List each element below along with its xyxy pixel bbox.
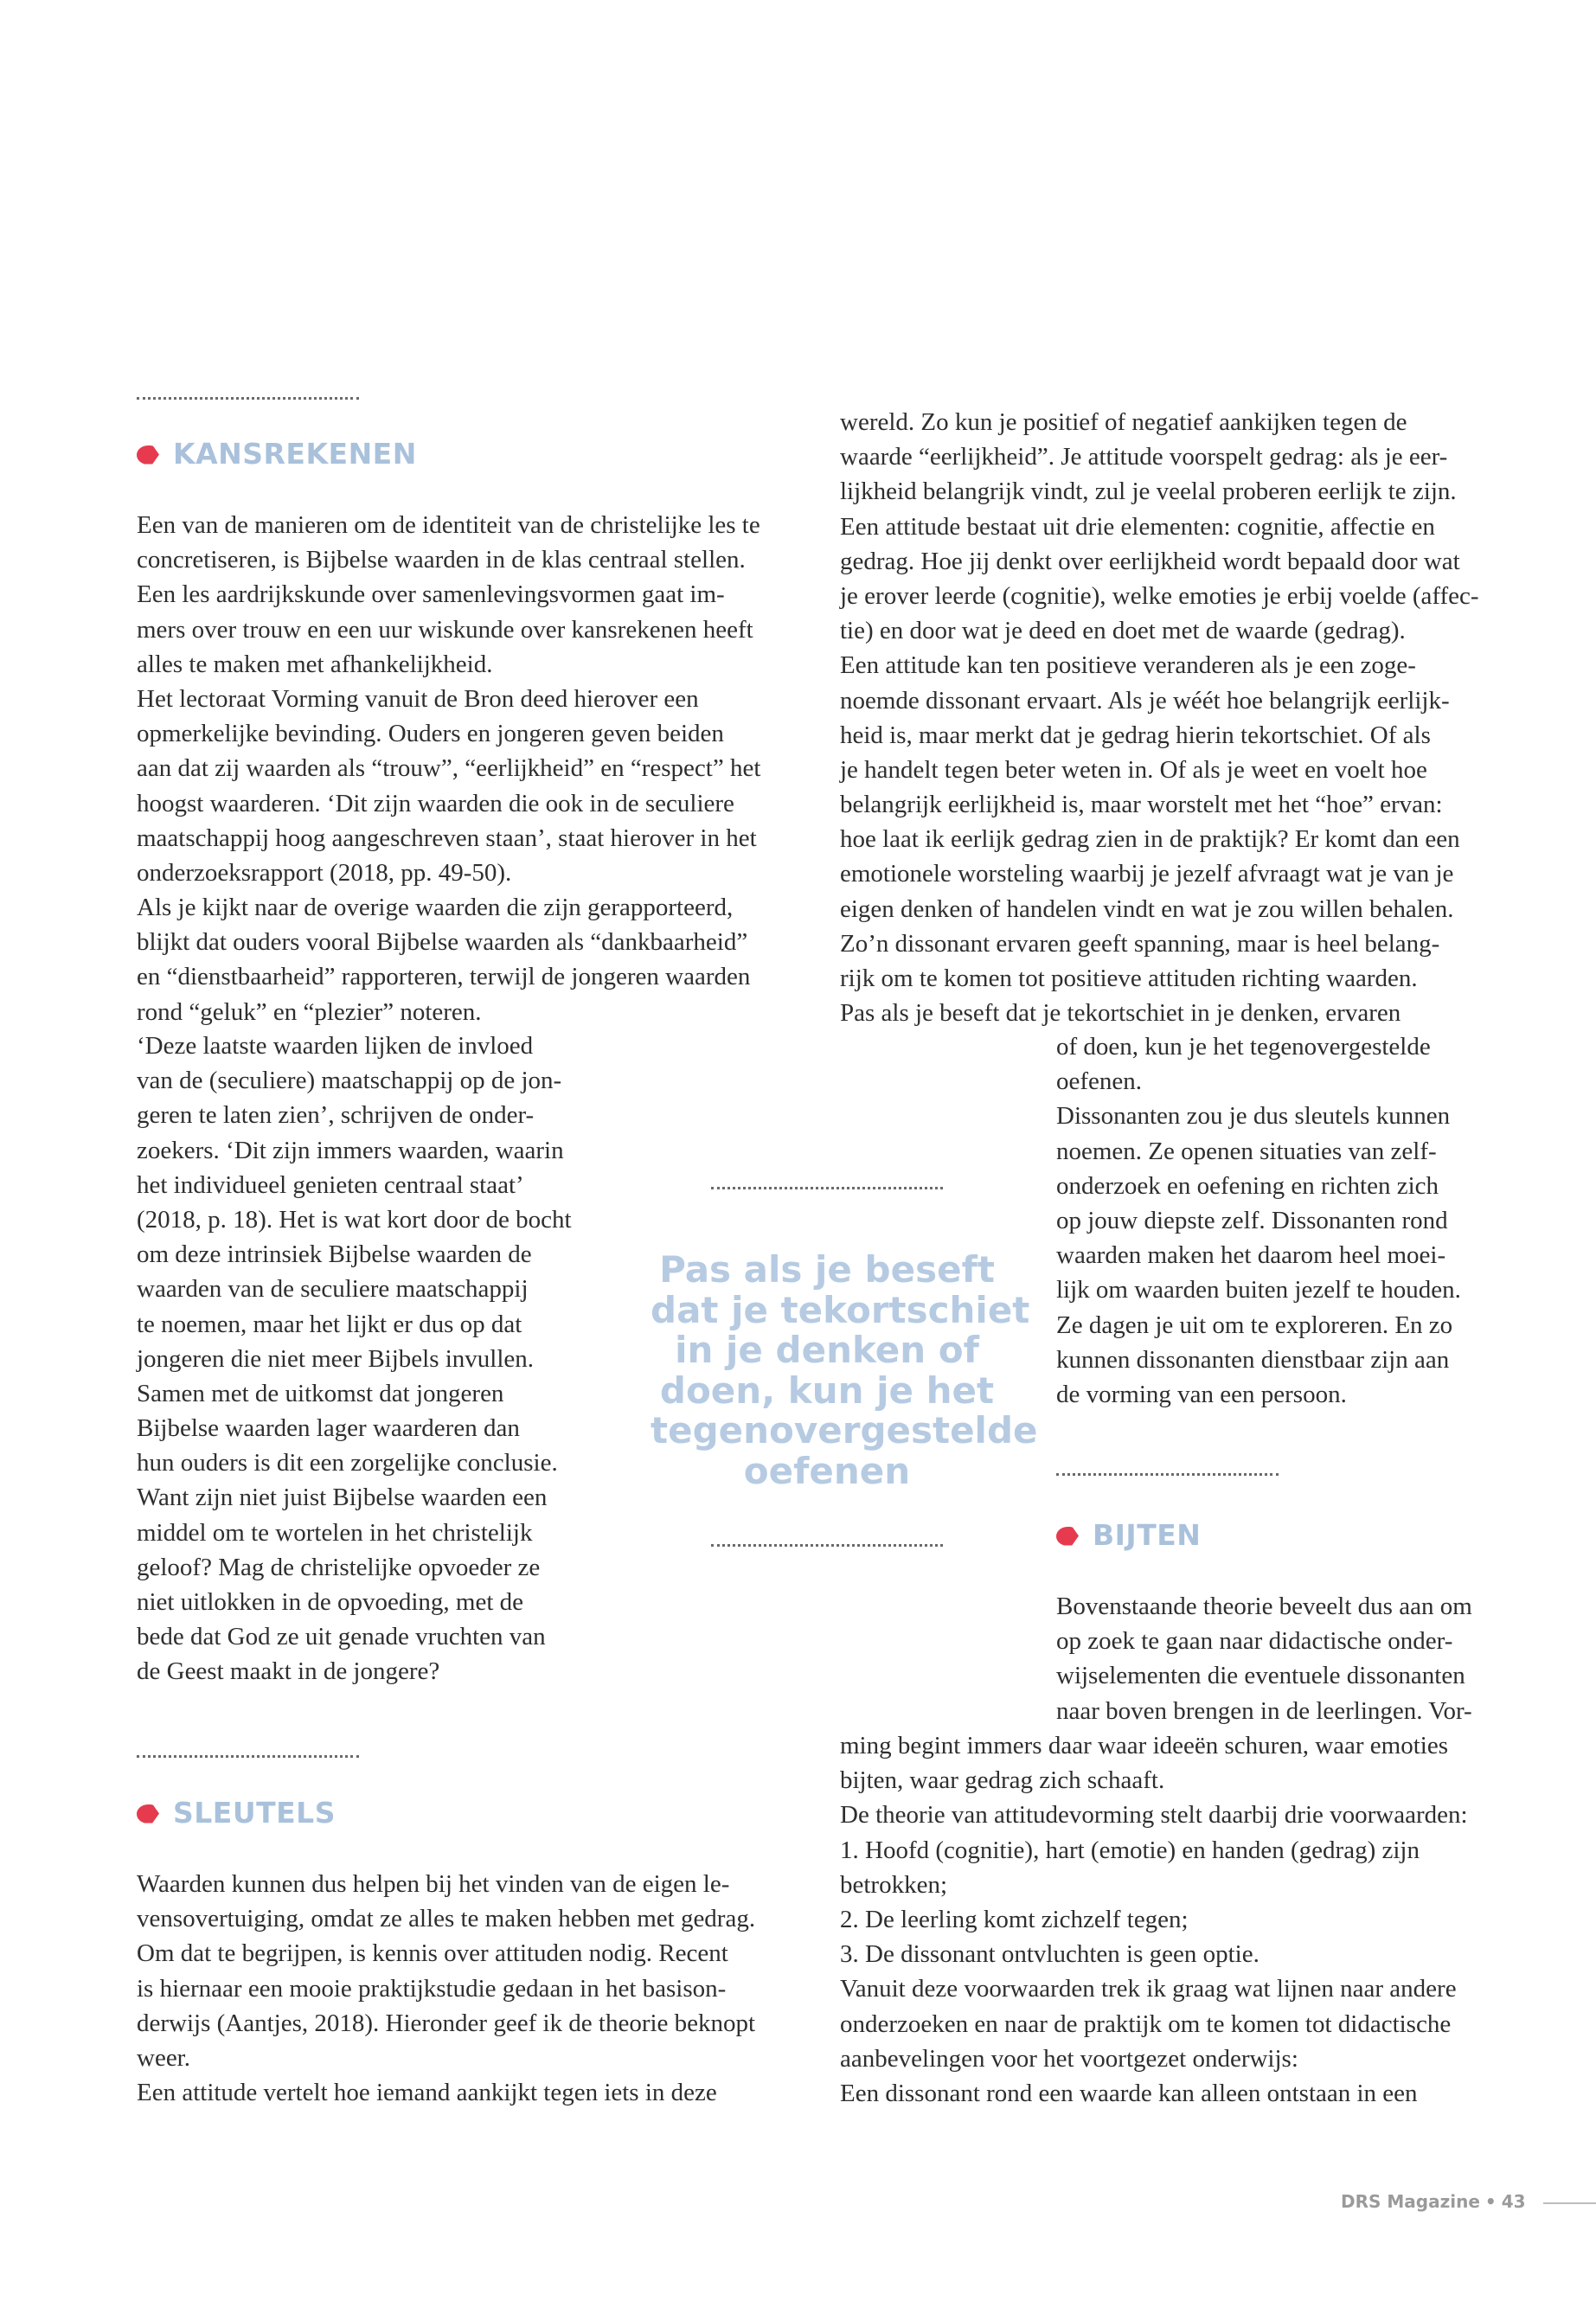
text-line: Een attitude kan ten positieve veranderen als je een zoge- xyxy=(840,651,1416,680)
text-line: noemen. Ze openen situaties van zelf- xyxy=(1056,1137,1437,1165)
text-line: op zoek te gaan naar didactische onder- xyxy=(1056,1627,1453,1656)
text-line: 1. Hoofd (cognitie), hart (emotie) en handen (gedrag) zijn xyxy=(840,1836,1420,1864)
text-line: Samen met de uitkomst dat jongeren xyxy=(137,1379,504,1407)
text-line: het individueel genieten centraal staat’ xyxy=(137,1170,524,1199)
text-line: Bovenstaande theorie beveelt dus aan om xyxy=(1056,1593,1472,1620)
pullquote-line: in je denken of xyxy=(675,1329,979,1371)
text-line: mers over trouw en een uur wiskunde over kansrekenen heeft xyxy=(137,615,753,644)
text-line: hoogst waarderen. ‘Dit zijn waarden die ook in de seculiere xyxy=(137,789,734,817)
text-line: eigen denken of handelen vindt en wat je zou willen behalen. xyxy=(840,894,1454,923)
text-line: blijkt dat ouders vooral Bijbelse waarden als “dankbaarheid” xyxy=(137,928,748,957)
text-line: De theorie van attitudevorming stelt daarbij drie voorwaarden: xyxy=(840,1801,1468,1830)
text-line: Een les aardrijkskunde over samenlevingsvormen gaat im- xyxy=(137,580,725,609)
text-line: Een van de manieren om de identiteit van de christelijke les te xyxy=(137,511,760,539)
text-line: alles te maken met afhankelijkheid. xyxy=(137,650,493,678)
text-line: is hiernaar een mooie praktijkstudie gedaan in het basison- xyxy=(137,1974,727,2003)
text-line: heid is, maar merkt dat je gedrag hierin tekortschiet. Of als xyxy=(840,721,1431,749)
text-line: onderzoek en oefening en richten zich xyxy=(1056,1171,1439,1200)
text-line: lijk om waarden buiten jezelf te houden. xyxy=(1056,1276,1461,1304)
pullquote-dots-top xyxy=(711,1187,943,1189)
section-heading-sleutels: SLEUTELS xyxy=(137,1796,336,1830)
text-line: rijk om te komen tot positieve attituden richting waarden. xyxy=(840,965,1418,992)
pullquote xyxy=(651,1248,1038,1492)
text-line: om deze intrinsiek Bijbelse waarden de xyxy=(137,1240,532,1269)
text-line: rond “geluk” en “plezier” noteren. xyxy=(137,997,482,1026)
text-line: waarden van de seculiere maatschappij xyxy=(137,1275,529,1304)
page-number: 43 xyxy=(1501,2191,1526,2212)
body-text-left-narrow xyxy=(137,1029,572,1689)
page-footer xyxy=(1341,2191,1526,2212)
magazine-name: DRS Magazine xyxy=(1341,2191,1480,2212)
text-line: ‘Deze laatste waarden lijken de invloed xyxy=(137,1032,534,1060)
text-line: Waarden kunnen dus helpen bij het vinden van de eigen le- xyxy=(137,1870,730,1898)
text-line: lijkheid belangrijk vindt, zul je veelal proberen eerlijk te zijn. xyxy=(840,478,1457,506)
text-line: middel om te wortelen in het christelijk xyxy=(137,1518,533,1547)
text-line: aan dat zij waarden als “trouw”, “eerlijkheid” en “respect” het xyxy=(137,754,761,783)
text-line: waarde “eerlijkheid”. Je attitude voorspelt gedrag: als je eer- xyxy=(840,443,1448,471)
text-line: of doen, kun je het tegenovergestelde xyxy=(1056,1033,1431,1061)
text-line: Bijbelse waarden lager waarderen dan xyxy=(137,1414,520,1443)
text-line: je handelt tegen beter weten in. Of als je weet en voelt hoe xyxy=(840,755,1427,784)
text-line: Zo’n dissonant ervaren geeft spanning, maar is heel belang- xyxy=(840,929,1440,958)
text-line: weer. xyxy=(137,2043,190,2072)
text-line: bijten, waar gedrag zich schaaft. xyxy=(840,1766,1165,1795)
text-line: ming begint immers daar waar ideeën schuren, waar emoties xyxy=(840,1732,1448,1759)
divider-dots-sleutels xyxy=(137,1755,359,1758)
text-line: wereld. Zo kun je positief of negatief aankijken tegen de xyxy=(840,408,1407,436)
text-line: concretiseren, is Bijbelse waarden in de klas centraal stellen. xyxy=(137,546,746,574)
text-line: naar boven brengen in de leerlingen. Vor- xyxy=(1056,1696,1472,1725)
body-text-right-bottom xyxy=(840,1728,1468,2111)
text-line: hun ouders is dit een zorgelijke conclusie. xyxy=(137,1449,558,1477)
divider-dots-bijten xyxy=(1056,1473,1279,1476)
text-line: Een dissonant rond een waarde kan alleen ontstaan in een xyxy=(840,2079,1418,2107)
text-line: geren te laten zien’, schrijven de onder- xyxy=(137,1101,535,1130)
text-line: Een attitude bestaat uit drie elementen: cognitie, affectie en xyxy=(840,512,1435,541)
text-line: je erover leerde (cognitie), welke emoties je erbij voelde (affec- xyxy=(840,581,1479,610)
text-line: Pas als je beseft dat je tekortschiet in je denken, ervaren xyxy=(840,999,1401,1028)
text-line: Als je kijkt naar de overige waarden die zijn gerapporteerd, xyxy=(137,894,734,922)
text-line: (2018, p. 18). Het is wat kort door de bocht xyxy=(137,1205,572,1234)
pullquote-line: oefenen xyxy=(743,1449,911,1492)
text-line: hoe laat ik eerlijk gedrag zien in de praktijk? Er komt dan een xyxy=(840,825,1460,854)
text-line: noemde dissonant ervaart. Als je wéét hoe belangrijk eerlijk- xyxy=(840,686,1450,715)
pullquote-line: tegenovergestelde xyxy=(651,1409,1038,1452)
text-line: de vorming van een persoon. xyxy=(1056,1380,1347,1408)
text-line: oefenen. xyxy=(1056,1067,1143,1096)
text-line: bede dat God ze uit genade vruchten van xyxy=(137,1623,546,1651)
pullquote-line: Pas als je beseft xyxy=(659,1248,995,1291)
heading-bullet-icon xyxy=(137,445,159,465)
body-text-left-bottom xyxy=(137,1867,755,2110)
text-line: 3. De dissonant ontvluchten is geen optie. xyxy=(840,1940,1259,1969)
text-line: aanbevelingen voor het voortgezet onderwijs: xyxy=(840,2044,1298,2073)
text-line: zoekers. ‘Dit zijn immers waarden, waarin xyxy=(137,1136,564,1164)
text-line: kunnen dissonanten dienstbaar zijn aan xyxy=(1056,1345,1450,1374)
text-line: wijselementen die eventuele dissonanten xyxy=(1056,1662,1465,1690)
text-line: Want zijn niet juist Bijbelse waarden een xyxy=(137,1484,548,1512)
text-line: emotionele worsteling waarbij je jezelf afvraagt wat je van je xyxy=(840,860,1454,888)
heading-bullet-icon xyxy=(1056,1527,1079,1546)
body-text-right-narrow xyxy=(1056,1029,1461,1412)
text-line: Een attitude vertelt hoe iemand aankijkt tegen iets in deze xyxy=(137,2079,717,2107)
text-line: maatschappij hoog aangeschreven staan’, staat hierover in het xyxy=(137,824,757,852)
body-text-left-top xyxy=(137,508,760,1029)
text-line: te noemen, maar het lijkt er dus op dat xyxy=(137,1310,522,1338)
text-line: geloof? Mag de christelijke opvoeder ze xyxy=(137,1553,541,1581)
text-line: onderzoeksrapport (2018, pp. 49-50). xyxy=(137,858,512,887)
text-line: betrokken; xyxy=(840,1870,948,1899)
text-line: niet uitlokken in de opvoeding, met de xyxy=(137,1588,523,1616)
section-heading-kansrekenen: KANSREKENEN xyxy=(137,437,417,471)
footer-rule xyxy=(1543,2202,1596,2204)
text-line: van de (seculiere) maatschappij op de jon- xyxy=(137,1067,562,1095)
text-line: 2. De leerling komt zichzelf tegen; xyxy=(840,1905,1189,1933)
text-line: Vanuit deze voorwaarden trek ik graag wat lijnen naar andere xyxy=(840,1975,1457,2003)
text-line: tie) en door wat je deed en doet met de waarde (gedrag). xyxy=(840,617,1406,645)
text-line: vensovertuiging, omdat ze alles te maken hebben met gedrag. xyxy=(137,1905,756,1933)
text-line: Ze dagen je uit om te exploreren. En zo xyxy=(1056,1311,1453,1339)
text-line: Het lectoraat Vorming vanuit de Bron deed hierover een xyxy=(137,684,699,713)
text-line: waarden maken het daarom heel moei- xyxy=(1056,1241,1446,1270)
text-line: op jouw diepste zelf. Dissonanten rond xyxy=(1056,1206,1448,1234)
section-heading-bijten: BIJTEN xyxy=(1056,1518,1201,1552)
text-line: belangrijk eerlijkheid is, maar worstelt met het “hoe” ervan: xyxy=(840,791,1443,819)
text-line: jongeren die niet meer Bijbels invullen. xyxy=(137,1344,535,1373)
text-line: gedrag. Hoe jij denkt over eerlijkheid wordt bepaald door wat xyxy=(840,547,1460,575)
text-line: en “dienstbaarheid” rapporteren, terwijl de jongeren waarden xyxy=(137,963,751,991)
text-line: opmerkelijke bevinding. Ouders en jongeren geven beiden xyxy=(137,720,724,748)
pullquote-line: dat je tekortschiet xyxy=(651,1288,1030,1331)
text-line: de Geest maakt in de jongere? xyxy=(137,1657,440,1686)
pullquote-dots-bottom xyxy=(711,1544,943,1547)
text-line: Om dat te begrijpen, is kennis over attituden nodig. Recent xyxy=(137,1939,728,1968)
heading-bullet-icon xyxy=(137,1804,159,1823)
text-line: onderzoeken en naar de praktijk om te komen tot didactische xyxy=(840,2009,1452,2038)
divider-dots-kansrekenen xyxy=(137,397,359,400)
pullquote-line: doen, kun je het xyxy=(659,1368,995,1412)
body-text-right-bijten-narrow xyxy=(1056,1589,1472,1728)
text-line: derwijs (Aantjes, 2018). Hieronder geef ik de theorie beknopt xyxy=(137,2009,756,2037)
footer-separator: • xyxy=(1484,2191,1497,2212)
text-line: Dissonanten zou je dus sleutels kunnen xyxy=(1056,1102,1451,1131)
body-text-right-top xyxy=(840,405,1479,1030)
